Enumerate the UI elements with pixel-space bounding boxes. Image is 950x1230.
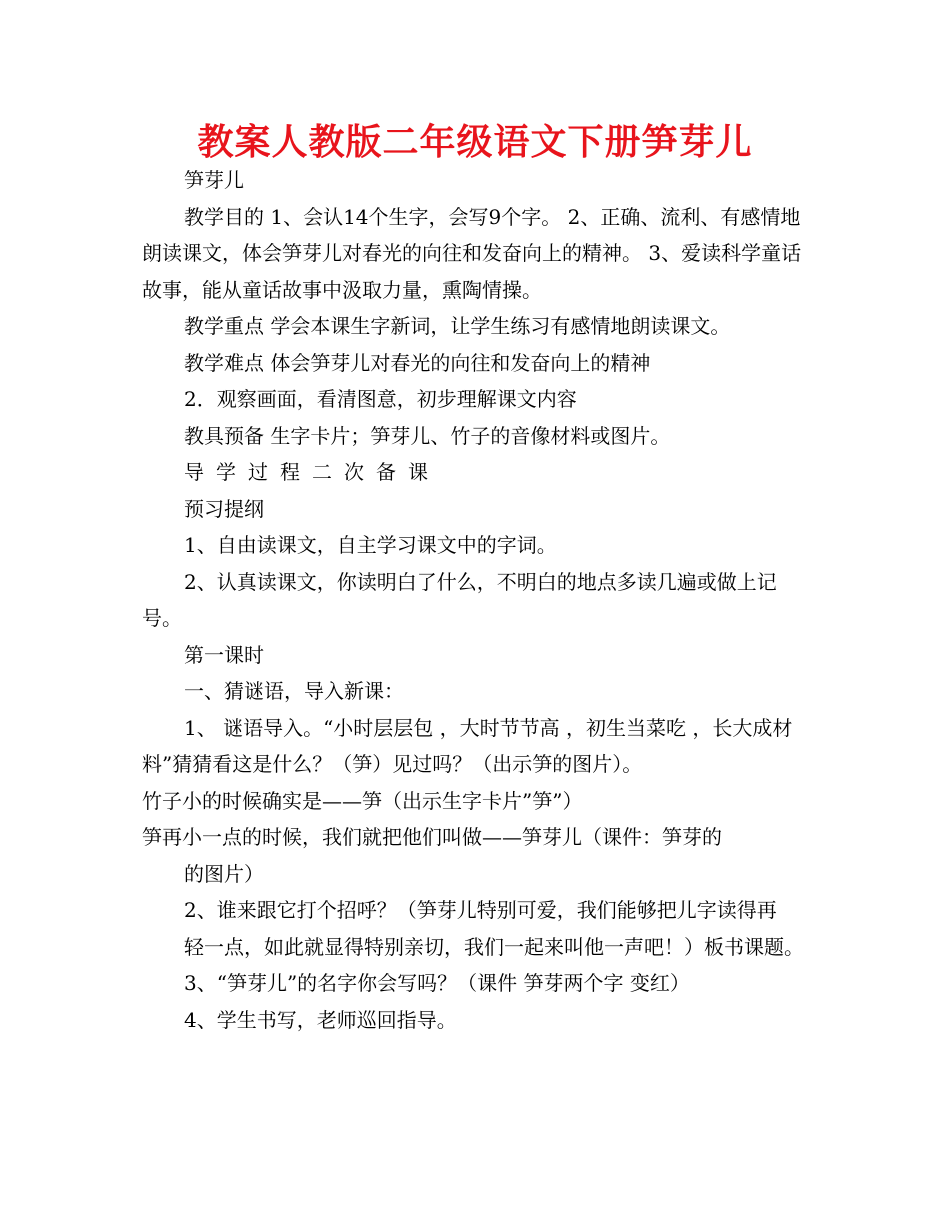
paragraph-preview-item-1: 1、自由读课文，自主学习课文中的字词。 xyxy=(184,533,557,557)
paragraph-preview-item-2: 2、认真读课文，你读明白了什么，不明白的地点多读几遍或做上记号。 xyxy=(142,569,777,630)
paragraph-observe-picture: 2．观察画面，看清图意，初步理解课文内容 xyxy=(184,387,577,411)
paragraph-teaching-goals: 教学目的 1、会认14个生字，会写9个字。 2、正确、流利、有感情地朗读课文，体会笋芽儿对春光的向往和发奋向上的精神。 3、爱读科学童话故事，能从童话故事中汲取力量，熏陶情操。 xyxy=(142,204,802,302)
paragraph-picture-note: 的图片） xyxy=(184,861,264,886)
paragraph-process-header: 导学过程二次备课 xyxy=(184,460,440,484)
paragraph-bamboo-shoot: 笋再小一点的时候，我们就把他们叫做——笋芽儿（课件：笋芽的 xyxy=(142,825,722,849)
paragraph-first-lesson: 第一课时 xyxy=(184,642,264,667)
paragraph-greeting: 2、谁来跟它打个招呼？（笋芽儿特别可爱，我们能够把儿字读得再 xyxy=(184,898,777,922)
paragraph-softer-reading: 轻一点，如此就显得特别亲切，我们一起来叫他一声吧！）板书课题。 xyxy=(184,934,804,959)
paragraph-riddle-intro: 1、 谜语导入。“小时层层包 ，大时节节高 ，初生当菜吃 ，长大成材料”猜猜看这是什么？（笋）见过吗？（出示笋的图片）。 xyxy=(142,715,793,776)
paragraph-preview-outline: 预习提纲 xyxy=(184,496,264,521)
paragraph-section-riddle: 一、猜谜语，导入新课： xyxy=(184,679,404,703)
paragraph-bamboo-young: 竹子小的时候确实是——笋（出示生字卡片”笋”） xyxy=(142,788,583,813)
paragraph-lesson-name: 笋芽儿 xyxy=(184,168,244,192)
paragraph-teaching-focus: 教学重点 学会本课生字新词，让学生练习有感情地朗读课文。 xyxy=(184,314,731,338)
document-title: 教案人教版二年级语文下册笋芽儿 xyxy=(197,122,753,163)
paragraph-student-writing: 4、学生书写，老师巡回指导。 xyxy=(184,1007,457,1032)
document-body xyxy=(142,162,812,1038)
paragraph-teaching-aids: 教具预备 生字卡片；笋芽儿、竹子的音像材料或图片。 xyxy=(184,423,671,448)
paragraph-teaching-difficulty: 教学难点 体会笋芽儿对春光的向往和发奋向上的精神 xyxy=(184,350,651,375)
paragraph-writing-name: 3、“笋芽儿”的名字你会写吗？（课件 笋芽两个字 变红） xyxy=(184,971,690,995)
